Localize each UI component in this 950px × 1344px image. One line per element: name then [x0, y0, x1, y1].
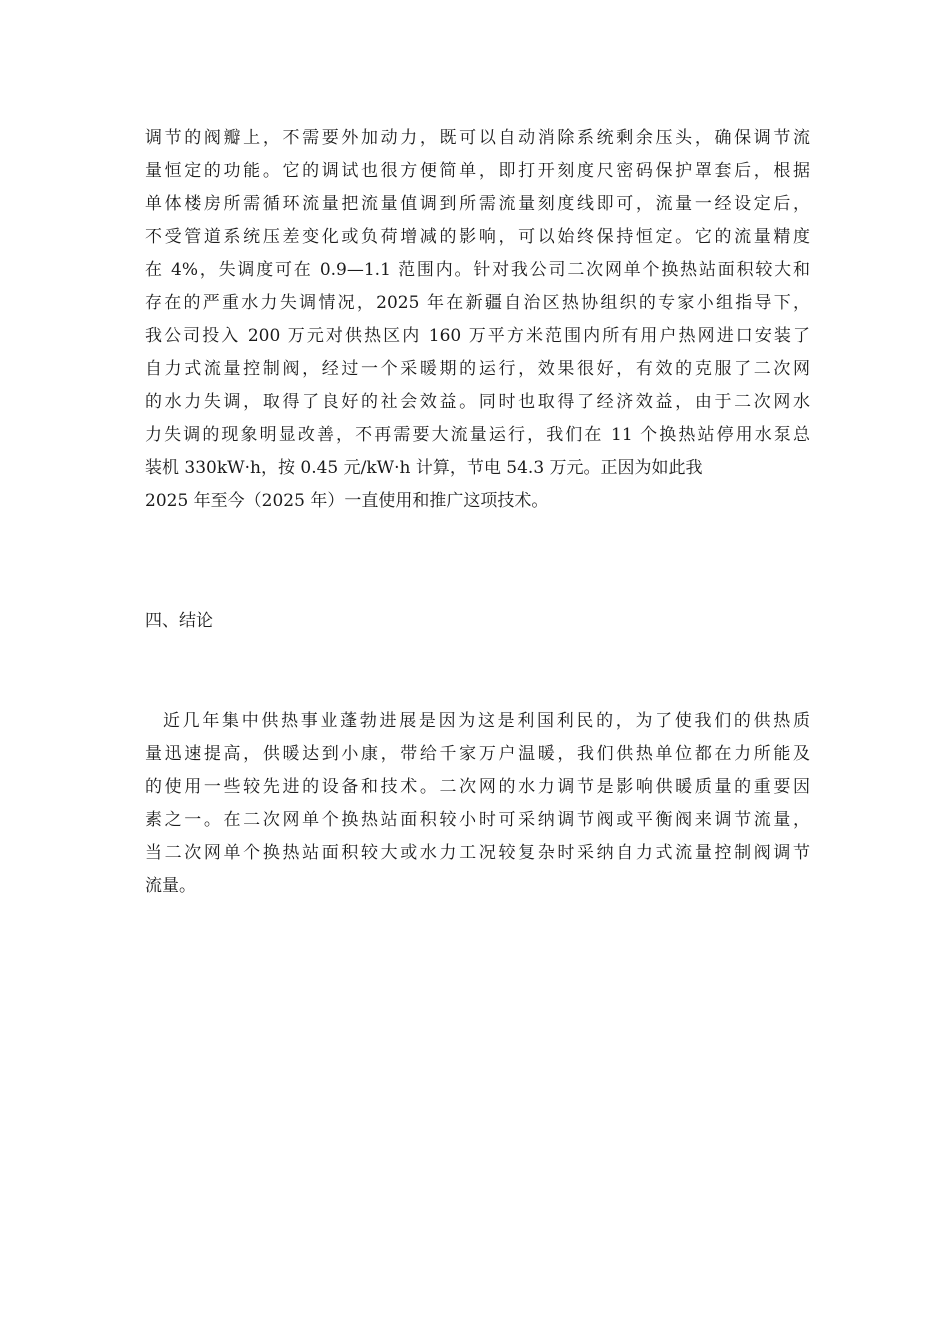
paragraph-line: 力失调的现象明显改善，不再需要大流量运行，我们在 11 个换热站停用水泵总	[145, 425, 810, 445]
body-paragraph-conclusion	[145, 705, 810, 903]
paragraph-line: 近几年集中供热事业蓬勃进展是因为这是利国利民的，为了使我们的供热质	[163, 711, 810, 731]
paragraph-line: 的使用一些较先进的设备和技术。二次网的水力调节是影响供暖质量的重要因	[145, 777, 810, 797]
paragraph-line: 量恒定的功能。它的调试也很方便简单，即打开刻度尺密码保护罩套后，根据	[145, 161, 810, 181]
paragraph-line: 单体楼房所需循环流量把流量值调到所需流量刻度线即可，流量一经设定后，	[145, 194, 810, 214]
paragraph-line: 自力式流量控制阀，经过一个采暖期的运行，效果很好，有效的克服了二次网	[145, 359, 810, 379]
paragraph-line: 在 4%，失调度可在 0.9—1.1 范围内。针对我公司二次网单个换热站面积较大和	[145, 260, 810, 280]
paragraph-line: 流量。	[145, 876, 196, 896]
paragraph-line: 调节的阀瓣上，不需要外加动力，既可以自动消除系统剩余压头，确保调节流	[145, 128, 810, 148]
paragraph-line: 的水力失调，取得了良好的社会效益。同时也取得了经济效益，由于二次网水	[145, 392, 810, 412]
paragraph-line: 当二次网单个换热站面积较大或水力工况较复杂时采纳自力式流量控制阀调节	[145, 843, 810, 863]
paragraph-line: 我公司投入 200 万元对供热区内 160 万平方米范围内所有用户热网进口安装了	[145, 326, 810, 346]
paragraph-line: 不受管道系统压差变化或负荷增减的影响，可以始终保持恒定。它的流量精度	[145, 227, 810, 247]
paragraph-line: 量迅速提高，供暖达到小康，带给千家万户温暖，我们供热单位都在力所能及	[145, 744, 810, 764]
paragraph-line: 素之一。在二次网单个换热站面积较小时可采纳调节阀或平衡阀来调节流量，	[145, 810, 810, 830]
section-heading-text: 四、结论	[145, 611, 213, 631]
paragraph-line: 2025 年至今（2025 年）一直使用和推广这项技术。	[145, 491, 549, 511]
body-paragraph-flow-control	[145, 122, 810, 518]
paragraph-line: 装机 330kW·h，按 0.45 元/kW·h 计算，节电 54.3 万元。正因为如此我	[145, 458, 703, 478]
paragraph-line: 存在的严重水力失调情况，2025 年在新疆自治区热协组织的专家小组指导下，	[145, 293, 810, 313]
section-heading	[145, 605, 810, 638]
